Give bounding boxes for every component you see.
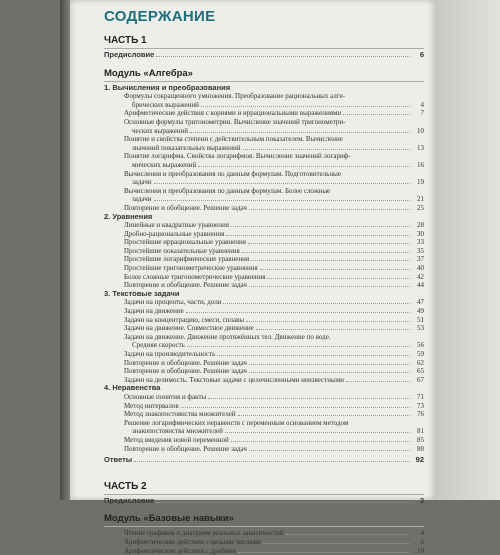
part-2-items	[104, 529, 424, 555]
page-title: СОДЕРЖАНИЕ	[104, 8, 424, 25]
toc-entry: ческих выражений 10	[104, 127, 424, 136]
table-of-contents	[104, 8, 424, 555]
part-2-title: ЧАСТЬ 2	[104, 481, 424, 493]
divider	[104, 81, 424, 82]
toc-entry: Метод интервалов 73	[104, 402, 424, 411]
section-heading: 4. Неравенства	[104, 384, 424, 393]
toc-entry: Простейшие иррациональные уравнения 33	[104, 238, 424, 247]
toc-entry: Метод введения новой переменной 85	[104, 436, 424, 445]
toc-entry: задачи 19	[104, 178, 424, 187]
toc-entry: Основные формулы тригонометрии. Вычисление значений тригонометри-	[104, 118, 424, 127]
toc-entry: Задачи на движение. Совместное движение 53	[104, 324, 424, 333]
toc-entry: значений показательных выражений 13	[104, 144, 424, 153]
toc-entry: Формулы сокращенного умножения. Преобразование рациональных алге-	[104, 92, 424, 101]
part-1-sections	[104, 84, 424, 454]
next-page-edge	[435, 0, 500, 500]
toc-entry: Задачи на концентрацию, смеси, сплавы 51	[104, 316, 424, 325]
toc-entry: Арифметические действия с дробями 10	[104, 547, 424, 555]
toc-entry: Задачи на проценты, части, доли 47	[104, 298, 424, 307]
divider	[104, 494, 424, 495]
toc-entry: Задачи на делимость. Текстовые задачи с целочисленными неизвестными 67	[104, 376, 424, 385]
section-heading: 2. Уравнения	[104, 213, 424, 222]
toc-entry: Повторение и обобщение. Решение задач 65	[104, 367, 424, 376]
toc-entry: Повторение и обобщение. Решение задач 88	[104, 445, 424, 454]
toc-entry: Вычисления и преобразования по данным формулам. Более сложные	[104, 187, 424, 196]
toc-entry: брических выражений 4	[104, 101, 424, 110]
toc-entry: Понятие и свойства степени с действительным показателем. Вычисление	[104, 135, 424, 144]
toc-entry: Повторение и обобщение. Решение задач 25	[104, 204, 424, 213]
toc-entry: Понятие логарифма. Свойства логарифмов. Вычисление значений логариф-	[104, 152, 424, 161]
part-1-title: ЧАСТЬ 1	[104, 35, 424, 47]
section-heading: 1. Вычисления и преобразования	[104, 84, 424, 93]
toc-entry: Вычисления и преобразования по данным формулам. Подготовительные	[104, 170, 424, 179]
toc-entry: Простейшие тригонометрические уравнения 40	[104, 264, 424, 273]
toc-entry: знакопостоянства множителей 81	[104, 427, 424, 436]
toc-entry: Основные понятия и факты 71	[104, 393, 424, 402]
part-1-preface-entry: Предисловие 6	[104, 51, 424, 60]
toc-entry: Простейшие логарифмические уравнения 37	[104, 255, 424, 264]
toc-entry: Более сложные тригонометрические уравнения 42	[104, 273, 424, 282]
toc-entry: Средняя скорость 56	[104, 341, 424, 350]
toc-entry: Арифметические действия с корнями и иррациональными выражениями 7	[104, 109, 424, 118]
toc-entry: задачи 21	[104, 195, 424, 204]
divider	[104, 48, 424, 49]
part-2-preface-entry: Предисловие 3	[104, 497, 424, 506]
toc-entry: мических выражений 16	[104, 161, 424, 170]
toc-entry: Линейные и квадратные уравнения 28	[104, 221, 424, 230]
toc-entry: Простейшие показательные уравнения 35	[104, 247, 424, 256]
book-page	[70, 0, 435, 500]
divider	[104, 526, 424, 527]
toc-entry: Задачи на движение. Движение протяжённых тел. Движение по воде.	[104, 333, 424, 342]
toc-entry: Задачи на производительность 59	[104, 350, 424, 359]
toc-entry: Решение логарифмических неравенств с переменным основанием методом	[104, 419, 424, 428]
toc-entry: Повторение и обобщение. Решение задач 44	[104, 281, 424, 290]
module-algebra-title: Модуль «Алгебра»	[104, 68, 424, 80]
section-heading: 3. Текстовые задачи	[104, 290, 424, 299]
answers-entry: Ответы 92	[104, 456, 424, 465]
toc-entry: Повторение и обобщение. Решение задач 62	[104, 359, 424, 368]
toc-entry: Задачи на движение 49	[104, 307, 424, 316]
module-basic-skills-title: Модуль «Базовые навыки»	[104, 513, 424, 525]
toc-entry: Арифметические действия с целыми числами 6	[104, 538, 424, 547]
toc-entry: Метод знакопостоянства множителей 76	[104, 410, 424, 419]
toc-entry: Чтение графиков и диаграмм реальных зависимостей 4	[104, 529, 424, 538]
toc-entry: Дробно-рациональные уравнения 30	[104, 230, 424, 239]
